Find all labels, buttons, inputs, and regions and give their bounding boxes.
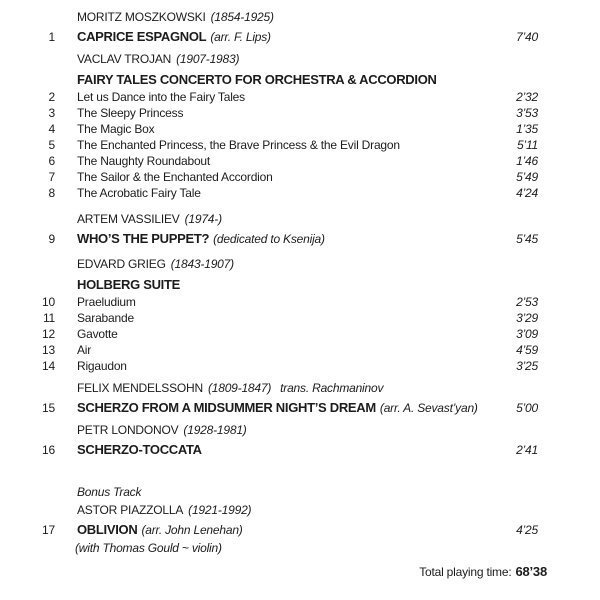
track-number: 9 — [48, 232, 55, 246]
composer-section — [0, 484, 538, 556]
track-title-cell — [77, 294, 516, 310]
track-time: 1’35 — [516, 122, 538, 136]
track-title: Praeludium — [77, 295, 136, 309]
track-number: 13 — [42, 343, 55, 357]
track-title: WHO’S THE PUPPET? — [77, 231, 210, 246]
track-row — [0, 294, 538, 310]
track-list — [0, 29, 538, 45]
track-list — [0, 231, 538, 247]
composer-line — [0, 211, 538, 227]
composer-dates: (1974-) — [184, 212, 222, 226]
track-line — [0, 29, 538, 45]
track-line — [0, 153, 538, 169]
track-title-cell — [77, 121, 516, 137]
track-number: 2 — [48, 90, 55, 104]
track-number: 1 — [48, 30, 55, 44]
composer-line — [0, 256, 538, 272]
track-list — [0, 522, 538, 556]
track-title: SCHERZO-TOCCATA — [77, 442, 202, 457]
track-row — [0, 105, 538, 121]
track-list — [0, 89, 538, 201]
track-title: The Naughty Roundabout — [77, 154, 211, 168]
track-row — [0, 153, 538, 169]
track-row — [0, 522, 538, 538]
composer-name: MORITZ MOSZKOWSKI — [77, 10, 206, 24]
track-title-cell — [77, 310, 516, 326]
bonus-track-label: Bonus Track — [77, 485, 142, 499]
track-list — [0, 294, 538, 374]
composer-line — [0, 51, 538, 67]
total-label: Total playing time: — [419, 565, 512, 579]
track-title-cell — [77, 153, 516, 169]
track-note: (arr. A. Sevast’yan) — [379, 401, 478, 415]
composer-line — [0, 380, 538, 396]
track-number: 10 — [42, 295, 55, 309]
track-row — [0, 89, 538, 105]
composer-suffix: trans. Rachmaninov — [280, 381, 384, 395]
composer-section — [0, 211, 538, 247]
track-title-cell — [77, 400, 516, 416]
track-time: 3’53 — [516, 106, 538, 120]
track-line — [0, 89, 538, 105]
track-time: 4’59 — [516, 343, 538, 357]
composer-dates: (1928-1981) — [183, 423, 247, 437]
track-row — [0, 231, 538, 247]
track-number: 6 — [48, 154, 55, 168]
composer-name: VACLAV TROJAN — [77, 52, 172, 66]
track-note: (arr. F. Lips) — [210, 30, 271, 44]
track-number: 17 — [42, 523, 55, 537]
track-title-cell — [77, 185, 516, 201]
track-line — [0, 294, 538, 310]
track-time: 2’32 — [516, 90, 538, 104]
track-time: 5’11 — [517, 138, 538, 152]
track-time: 1’46 — [516, 154, 538, 168]
track-title: Rigaudon — [77, 359, 127, 373]
track-line — [0, 185, 538, 201]
composer-name: PETR LONDONOV — [77, 423, 179, 437]
track-title: Let us Dance into the Fairy Tales — [77, 90, 245, 104]
track-list — [0, 400, 538, 416]
total-playing-time — [0, 564, 547, 580]
track-row — [0, 310, 538, 326]
composer-dates: (1921-1992) — [188, 503, 252, 517]
track-number: 8 — [48, 186, 55, 200]
track-title: The Sailor & the Enchanted Accordion — [77, 170, 273, 184]
track-title: OBLIVION — [77, 522, 138, 537]
track-title-cell — [77, 442, 516, 458]
track-number: 11 — [42, 311, 55, 325]
composer-dates: (1809-1847) — [207, 381, 272, 395]
composer-section — [0, 380, 538, 416]
track-title: Gavotte — [77, 327, 118, 341]
total-value: 68’38 — [515, 564, 547, 579]
track-line — [0, 231, 538, 247]
composer-line — [0, 502, 538, 518]
track-line — [0, 522, 538, 556]
composer-section — [0, 256, 538, 374]
track-note: (arr. John Lenehan) — [141, 523, 243, 537]
track-time: 3’25 — [516, 359, 538, 373]
track-number: 3 — [48, 106, 55, 120]
composer-dates: (1854-1925) — [210, 10, 274, 24]
track-line — [0, 326, 538, 342]
track-title: Sarabande — [77, 311, 134, 325]
track-number: 16 — [42, 443, 55, 457]
track-time: 2’53 — [516, 295, 538, 309]
track-time: 5’45 — [516, 232, 538, 246]
track-row — [0, 442, 538, 458]
track-line — [0, 442, 538, 458]
composer-line — [0, 9, 538, 25]
track-row — [0, 137, 538, 153]
track-row — [0, 169, 538, 185]
track-title: Air — [77, 343, 92, 357]
composer-name: ASTOR PIAZZOLLA — [77, 503, 184, 517]
track-line — [0, 121, 538, 137]
track-time: 2’41 — [516, 443, 538, 457]
bonus-track-label-row — [0, 484, 538, 500]
track-time: 5’00 — [516, 401, 538, 415]
track-title-cell — [77, 169, 516, 185]
track-number: 14 — [42, 359, 55, 373]
work-title-row — [0, 72, 538, 88]
track-row — [0, 342, 538, 358]
track-title: SCHERZO FROM A MIDSUMMER NIGHT’S DREAM — [77, 400, 376, 415]
track-line — [0, 358, 538, 374]
composer-name: FELIX MENDELSSOHN — [77, 381, 203, 395]
track-title-cell — [77, 29, 516, 45]
track-title: The Acrobatic Fairy Tale — [77, 186, 201, 200]
track-title-cell — [77, 105, 516, 121]
track-title-cell — [77, 137, 517, 153]
track-row — [0, 121, 538, 137]
composer-line — [0, 422, 538, 438]
track-time: 4’24 — [516, 186, 538, 200]
composer-dates: (1907-1983) — [176, 52, 240, 66]
track-title-cell — [77, 522, 516, 538]
composer-name: EDVARD GRIEG — [77, 257, 166, 271]
track-title: The Sleepy Princess — [77, 106, 184, 120]
track-number: 5 — [48, 138, 55, 152]
track-line — [0, 400, 538, 416]
track-number: 4 — [48, 122, 55, 136]
track-note: (dedicated to Ksenija) — [213, 232, 325, 246]
track-title-cell — [77, 89, 516, 105]
track-line — [0, 169, 538, 185]
track-title: CAPRICE ESPAGNOL — [77, 29, 207, 44]
track-row — [0, 29, 538, 45]
work-title: FAIRY TALES CONCERTO FOR ORCHESTRA & ACCORDION — [77, 72, 437, 87]
composer-section — [0, 51, 538, 201]
track-title: The Magic Box — [77, 122, 155, 136]
track-time: 3’29 — [516, 311, 538, 325]
composer-section — [0, 422, 538, 458]
track-number: 7 — [48, 170, 55, 184]
track-line — [0, 342, 538, 358]
sections-container — [0, 9, 538, 556]
track-line — [0, 310, 538, 326]
track-line — [0, 137, 538, 153]
track-row — [0, 358, 538, 374]
composer-section — [0, 9, 538, 45]
track-title-cell — [77, 326, 516, 342]
track-row — [0, 326, 538, 342]
track-list — [0, 442, 538, 458]
track-time: 3’09 — [516, 327, 538, 341]
track-time: 5’49 — [516, 170, 538, 184]
track-title-cell — [77, 231, 516, 247]
track-title-cell — [77, 358, 516, 374]
track-row — [0, 400, 538, 416]
track-title-cell — [77, 342, 516, 358]
composer-name: ARTEM VASSILIEV — [77, 212, 180, 226]
track-subnote-row — [0, 540, 538, 556]
track-time: 4’25 — [516, 523, 538, 537]
track-title: The Enchanted Princess, the Brave Princess & the Evil Dragon — [77, 138, 400, 152]
composer-dates: (1843-1907) — [170, 257, 234, 271]
track-line — [0, 105, 538, 121]
track-row — [0, 185, 538, 201]
track-subnote: (with Thomas Gould ~ violin) — [75, 541, 222, 555]
work-title: HOLBERG SUITE — [77, 277, 180, 292]
track-number: 12 — [42, 327, 55, 341]
track-time: 7’40 — [516, 30, 538, 44]
track-number: 15 — [42, 401, 55, 415]
work-title-row — [0, 277, 538, 293]
